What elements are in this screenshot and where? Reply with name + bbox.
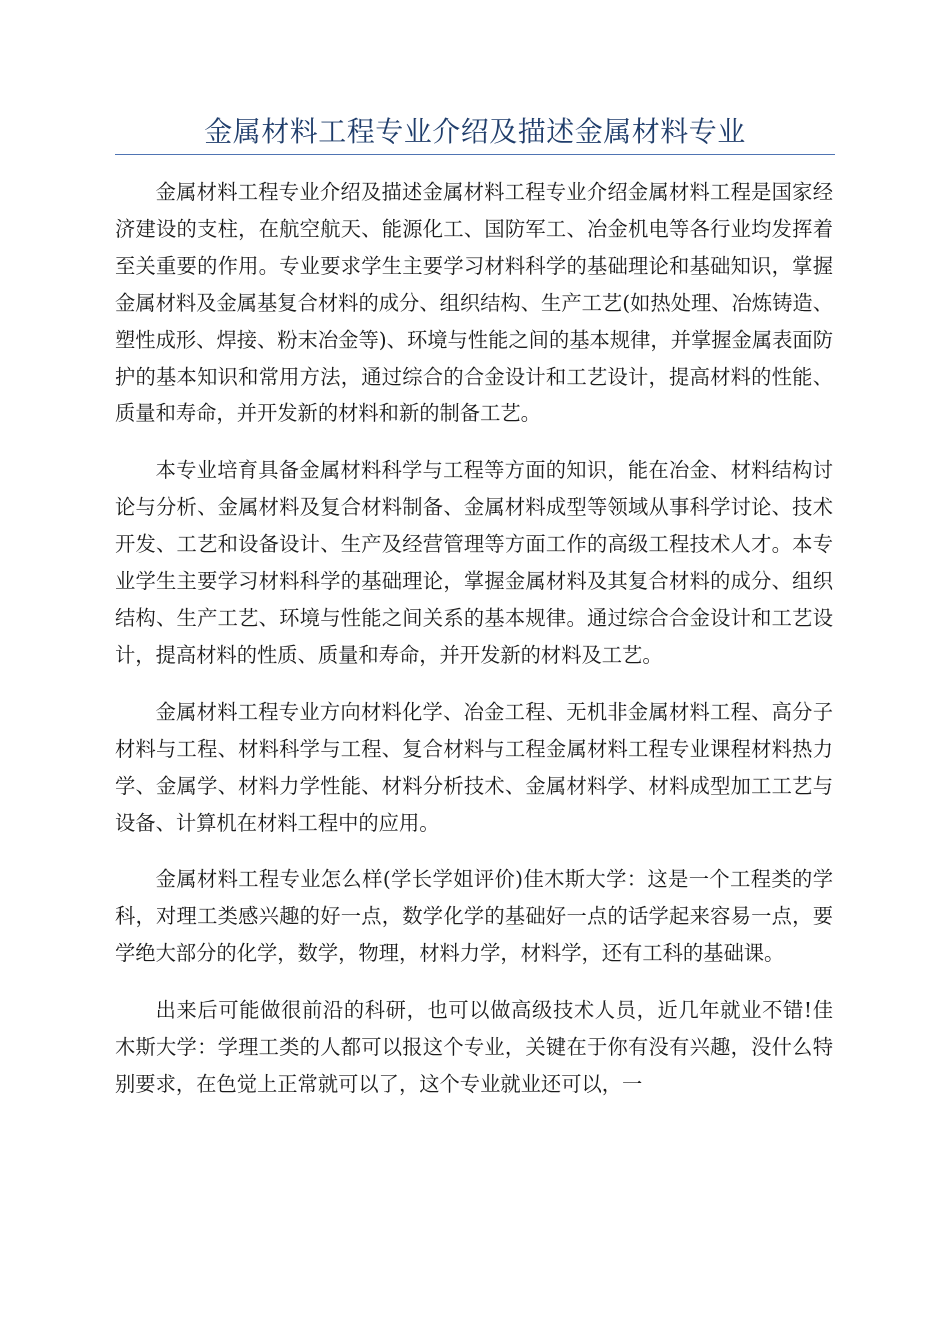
paragraph: 本专业培育具备金属材料科学与工程等方面的知识，能在冶金、材料结构讨论与分析、金属材料及复合材料制备、金属材料成型等领域从事科学讨论、技术开发、工艺和设备设计、生产及经营管理等方面工作的高级工程技术人才。本专业学生主要学习材料科学的基础理论，掌握金属材料及其复合材料的成分、组织结构、生产工艺、环境与性能之间关系的基本规律。通过综合合金设计和工艺设计，提高材料的性质、质量和寿命，并开发新的材料及工艺。 <box>115 458 833 667</box>
paragraph: 金属材料工程专业方向材料化学、冶金工程、无机非金属材料工程、高分子材料与工程、材料科学与工程、复合材料与工程金属材料工程专业课程材料热力学、金属学、材料力学性能、材料分析技术、金属材料学、材料成型加工工艺与设备、计算机在材料工程中的应用。 <box>115 699 833 835</box>
paragraph: 金属材料工程专业怎么样(学长学姐评价)佳木斯大学：这是一个工程类的学科，对理工类感兴趣的好一点，数学化学的基础好一点的话学起来容易一点，要学绝大部分的化学，数学，物理，材料力学，材料学，还有工科的基础课。 <box>115 867 833 966</box>
document-title: 金属材料工程专业介绍及描述金属材料专业 <box>204 115 746 148</box>
title-underline <box>115 154 835 155</box>
document-body <box>115 174 833 1123</box>
paragraph: 金属材料工程专业介绍及描述金属材料工程专业介绍金属材料工程是国家经济建设的支柱，在航空航天、能源化工、国防军工、冶金机电等各行业均发挥着至关重要的作用。专业要求学生主要学习材料科学的基础理论和基础知识，掌握金属材料及金属基复合材料的成分、组织结构、生产工艺(如热处理、冶炼铸造、塑性成形、焊接、粉末冶金等)、环境与性能之间的基本规律，并掌握金属表面防护的基本知识和常用方法，通过综合的合金设计和工艺设计，提高材料的性能、质量和寿命，并开发新的材料和新的制备工艺。 <box>115 180 833 426</box>
paragraph: 出来后可能做很前沿的科研，也可以做高级技术人员，近几年就业不错!佳木斯大学：学理工类的人都可以报这个专业，关键在于你有没有兴趣，没什么特别要求，在色觉上正常就可以了，这个专业就业还可以，一 <box>115 998 833 1096</box>
